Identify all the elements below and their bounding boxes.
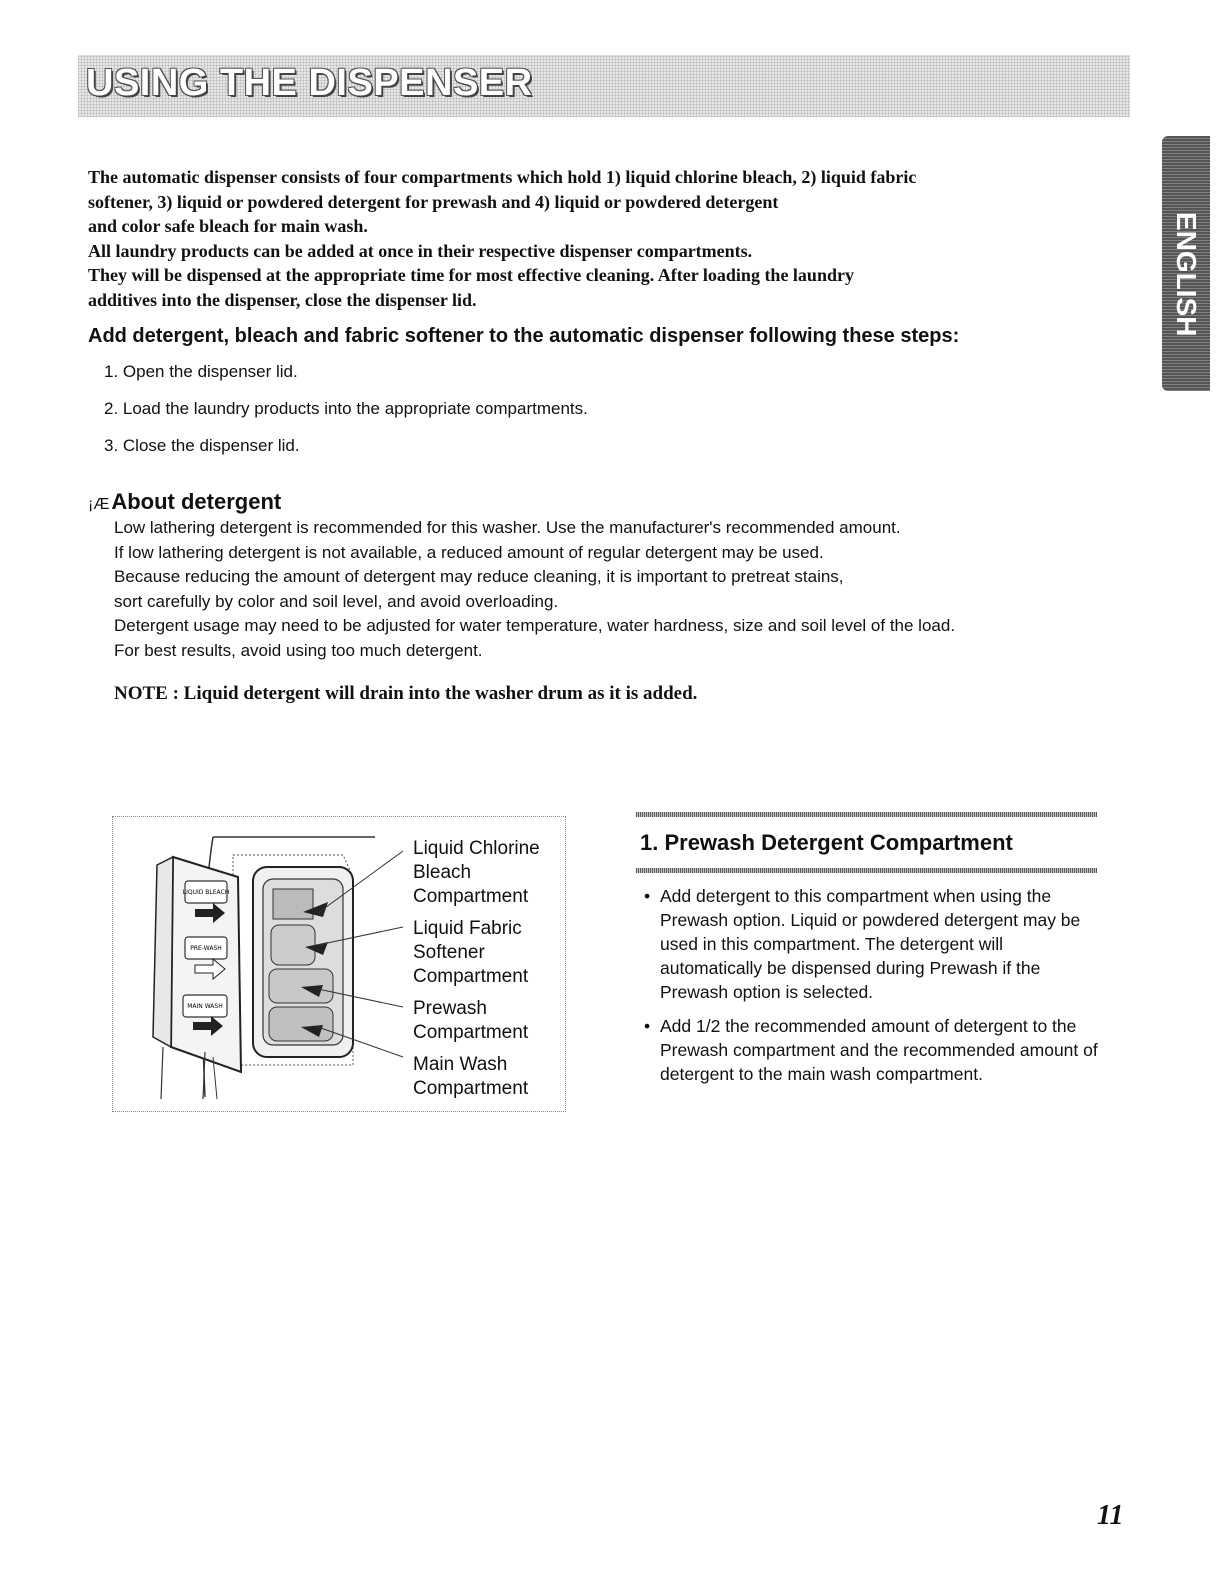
intro-line: They will be dispensed at the appropriate time for most effective cleaning. After loading the laundry [88, 265, 854, 285]
callout-main-wash [413, 1053, 528, 1101]
intro-line: The automatic dispenser consists of four compartments which hold 1) liquid chlorine bleach, 2) liquid fabric [88, 167, 917, 187]
callout-liquid-fabric-softener [413, 917, 528, 989]
dispenser-figure [112, 816, 566, 1112]
prewash-bullets [644, 884, 1104, 1096]
about-line: sort carefully by color and soil level, and avoid overloading. [114, 591, 559, 611]
bullet-item [644, 884, 1104, 1004]
callout-line: Liquid Chlorine [413, 838, 540, 859]
section-rule-top [636, 812, 1097, 817]
about-detergent-heading [88, 489, 281, 515]
about-heading-text: About detergent [111, 489, 282, 514]
callout-line: Compartment [413, 886, 529, 907]
step-item: 3. Close the dispenser lid. [104, 436, 300, 455]
about-line: Low lathering detergent is recommended for this washer. Use the manufacturer's recommended amount. [114, 518, 901, 537]
lid-label: PRE-WASH [190, 945, 222, 952]
intro-line: additives into the dispenser, close the dispenser lid. [88, 289, 477, 310]
step-item: 1. Open the dispenser lid. [104, 362, 298, 381]
callout-line: Compartment [413, 966, 529, 987]
intro-line: and color safe bleach for main wash. [88, 216, 368, 236]
about-line: Detergent usage may need to be adjusted for water temperature, water hardness, size and soil level of the load. [114, 616, 956, 635]
page-number: 11 [1097, 1500, 1124, 1531]
callout-line: Liquid Fabric [413, 918, 522, 939]
callout-line: Main Wash [413, 1054, 508, 1075]
bullet-dot: • [644, 886, 651, 906]
callout-line: Compartment [413, 1022, 529, 1043]
callout-line: Prewash [413, 998, 487, 1019]
lid-label: LIQUID BLEACH [182, 889, 230, 896]
steps-heading: Add detergent, bleach and fabric softener to the automatic dispenser following these steps: [88, 325, 960, 347]
lid-label: MAIN WASH [187, 1003, 223, 1010]
page-title: USING THE DISPENSER [86, 62, 533, 104]
about-line: Because reducing the amount of detergent may reduce cleaning, it is important to pretreat stains, [114, 567, 844, 586]
intro-paragraph [88, 165, 1128, 312]
note-text: NOTE : Liquid detergent will drain into the washer drum as it is added. [114, 683, 698, 704]
callout-prewash [413, 997, 528, 1045]
about-detergent-text [114, 516, 1114, 663]
step-item: 2. Load the laundry products into the appropriate compartments. [104, 399, 588, 418]
intro-line: softener, 3) liquid or powdered detergent for prewash and 4) liquid or powdered detergent [88, 191, 779, 212]
intro-line: All laundry products can be added at once in their respective dispenser compartments. [88, 240, 753, 261]
side-tab-label: ENGLISH [1171, 212, 1202, 337]
prewash-section-header [636, 812, 1097, 873]
section-rule-bottom [636, 868, 1097, 873]
steps-list [104, 362, 588, 473]
about-line: For best results, avoid using too much detergent. [114, 640, 483, 660]
bullet-text: Add detergent to this compartment when using the Prewash option. Liquid or powdered detergent may be used in this compartment. The detergent will automatically be dispensed during Prewash if the Prewash option is selected. [660, 886, 1081, 1002]
callout-liquid-chlorine-bleach [413, 837, 540, 909]
about-line: If low lathering detergent is not available, a reduced amount of regular detergent may be used. [114, 542, 824, 562]
section-title: 1. Prewash Detergent Compartment [640, 830, 1013, 855]
callout-line: Softener [413, 942, 485, 963]
heading-glyph: ¡Æ [88, 496, 110, 513]
callout-line: Bleach [413, 862, 472, 883]
callout-line: Compartment [413, 1078, 529, 1099]
bullet-text: Add 1/2 the recommended amount of detergent to the Prewash compartment and the recommended amount of detergent to the main wash compartment. [660, 1016, 1098, 1084]
bullet-dot: • [644, 1016, 651, 1036]
bullet-item [644, 1014, 1104, 1086]
